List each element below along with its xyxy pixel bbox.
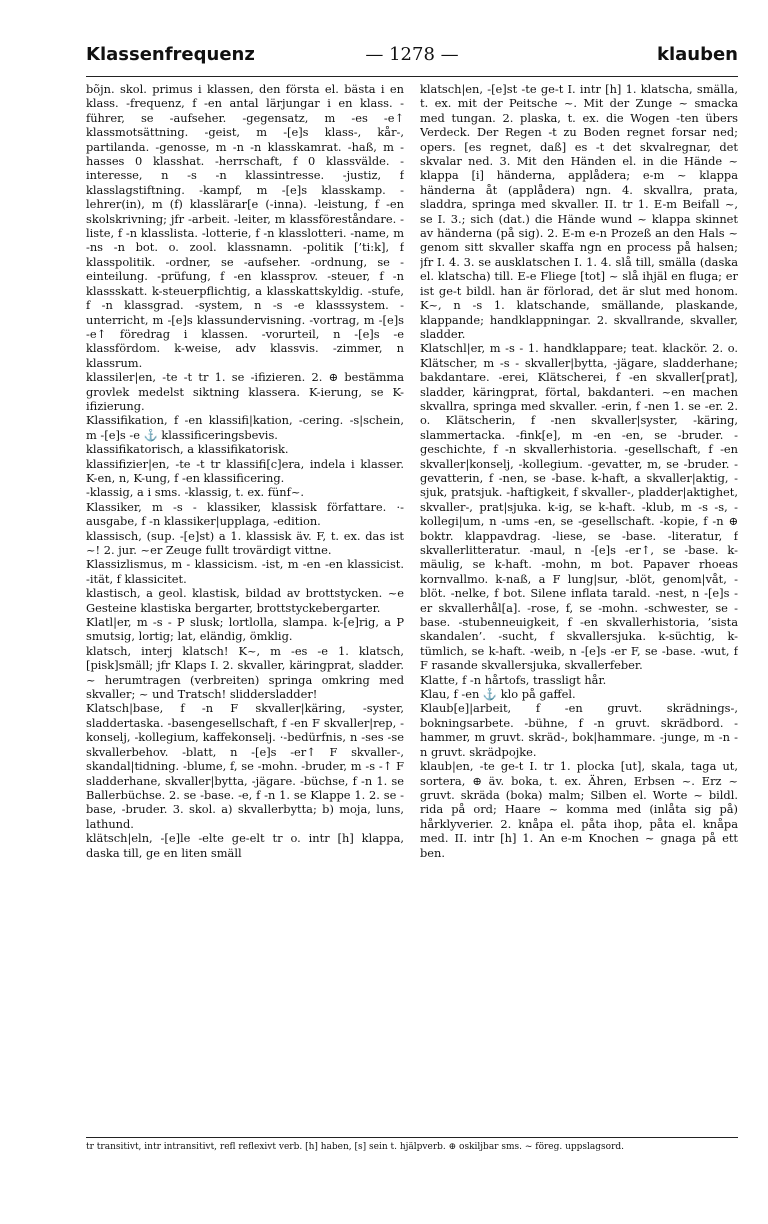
- dictionary-entry: Klau, f -en ⚓ klo på gaffel.: [420, 687, 576, 702]
- footer-divider: [86, 1137, 738, 1138]
- header-last-headword: klauben: [656, 44, 738, 65]
- dictionary-entry: klatsch, interj klatsch! K~, m -es -e 1. klatsch, [pisk]smäll; jfr Klaps I. 2. skvaller, käringprat, sladder. ~ herumtragen (verbreiten) springa omkring med skvaller; ~ und Tratsch! sliddersladder!: [86, 643, 404, 702]
- left-column: [86, 82, 404, 1134]
- dictionary-entry: Klassiker, m -s - klassiker, klassisk författare. ·-ausgabe, f -n klassiker|upplaga, -edition.: [86, 499, 404, 529]
- dictionary-entry: klastisch, a geol. klastisk, bildad av brottstycken. ~e Gesteine klastiska bergarter, brottstyckebergarter.: [86, 586, 404, 615]
- dictionary-entry: klätsch|eln, -[e]le -elte ge-elt tr o. intr [h] klappa, daska till, ge en liten smäll: [86, 831, 404, 860]
- dictionary-entry: klassifizier|en, -te -t tr klassifi[c]era, indela i klasser. K-en, n, K-ung, f -en klassificering.: [86, 456, 404, 485]
- abbreviation-legend: tr transitivt, intr intransitivt, refl reflexivt verb. [h] haben, [s] sein t. hjälpverb. ⊕ oskiljbar sms. ~ föreg. uppslagsord.: [86, 1142, 625, 1152]
- header-divider: [86, 76, 738, 77]
- dictionary-entry: Klaub[e]|arbeit, f -en gruvt. skrädnings-, bokningsarbete. -bühne, f -n gruvt. skrädbord. -hammer, m gruvt. skräd-, bok|hammare. -junge, m -n -n gruvt. skrädpojke.: [420, 701, 738, 759]
- dictionary-entry: bõjn. skol. primus i klassen, den första el. bästa i en klass. -frequenz, f -en antal lärjungar i en klass. -führer, se -aufseher. -gegensatz, m -es -e↑ klassmotsättning. -geist, m -[e]s klass-, kår-, partilanda. -genosse, m -n -n klasskamrat. -haß, m -hasses 0 klasshat. -herrschaft, f 0 klassvälde. -interesse, n -s -n klassintresse. -justiz, f klasslagstiftning. -kampf, m -[e]s klasskamp. -lehrer(in), m (f) klasslärar[e (-inna). -leistung, f -en skolskrivning; jfr -arbeit. -leiter, m klassföreståndare. -liste, f -n klasslista. -lotterie, f -n klasslotteri. -name, m -ns -n bot. o. zool. klassnamn. -politik [’ti:k], f klasspolitik. -ordner, se -aufseher. -ordnung, se -einteilung. -prüfung, f -en klassprov. -steuer, f -n klassskatt. k-steuerpflichtig, a klasskattskyldig. -stufe, f -n klassgrad. -system, n -s -e klasssystem. -unterricht, m -[e]s klassundervisning. -vortrag, m -[e]s -e↑ föredrag i klassen. -vorurteil, n -[e]s -e klassfördom. k-weise, adv klassvis. -zimmer, n klassrum.: [86, 82, 404, 370]
- dictionary-entry: Klatl|er, m -s - P slusk; lortlolla, slampa. k-[e]rig, a P smutsig, lortig; lat, eländig, ömklig.: [86, 615, 404, 644]
- dictionary-entry: Klatsch|base, f -n F skvaller|käring, -syster, sladdertaska. -basengesellschaft, f -en F skvaller|rep, -konselj, -kollegium, kaffekonselj. ·-bedürfnis, n -ses -se skvallerbehov. -blatt, n -[e]s -er↑ F skvaller-, skandal|tidning. -blume, f, se -mohn. -bruder, m -s -↑ F sladderhane, skvaller|bytta, -jägare. -büchse, f -n 1. se Ballerbüchse. 2. se -base. -e, f -n 1. se Klappe 1. 2. se -base, -bruder. 3. skol. a) skvallerbytta; b) moja, luns, lathund.: [86, 701, 404, 831]
- page-header: [86, 44, 738, 74]
- dictionary-entry: Klatschl|er, m -s - 1. handklappare; teat. klackör. 2. o. Klätscher, m -s - skvaller|bytta, -jägare, sladderhane; bakdantare. -erei, Klätscherei, f -en skvaller[prat], sladder, käringprat, förtal, bakdanteri. ~en machen skvallra, springa med skvaller. -erin, f -nen 1. se -er. 2. o. Klätscherin, f -nen skvaller|syster, -käring, slammertacka. -fink[e], m -en -en, se -bruder. -geschichte, f -n skvallerhistoria. -gesellschaft, f -en skvaller|konselj, -kollegium. -gevatter, m, se -bruder. -gevatterin, f -nen, se -base. k-haft, a skvaller|aktig, -sjuk, pratsjuk. -haftigkeit, f skvaller-, pladder|aktighet, skvaller-, prat|sjuka. k-ig, se k-haft. -klub, m -s -s, -kollegi|um, n -ums -en, se -gesellschaft. -kopie, f -n ⊕ boktr. klappavdrag. -liese, se -base. -literatur, f skvallerlitteratur. -maul, n -[e]s -er↑, se -base. k-mäulig, se k-haft. -mohn, m bot. Papaver rhoeas kornvallmo. k-naß, a F lung|sur, -blöt, genom|våt, -blöt. -nelke, f bot. Silene inflata tarald. -nest, n -[e]s -er skvallerhål[a]. -rose, f, se -mohn. -schwester, se -base. -stubenneuigkeit, f -en skvallerhistoria, ’sista skandalen’. -sucht, f skvallersjuka. k-süchtig, k-tümlich, se k-haft. -weib, n -[e]s -er F, se -base. -wut, f F rasande skvallersjuka, skvallerfeber.: [420, 341, 738, 673]
- right-column: [420, 82, 738, 1134]
- dictionary-entry: -klassig, a i sms. -klassig, t. ex. fünf~.: [86, 485, 305, 500]
- dictionary-entry: Klassizlismus, m - klassicism. -ist, m -en -en klassicist. -ität, f klassicitet.: [86, 557, 404, 586]
- dictionary-entry: klassifikatorisch, a klassifikatorisk.: [86, 442, 289, 457]
- dictionary-entry: Klatte, f -n hårtofs, trassligt hår.: [420, 672, 607, 687]
- dictionary-entry: klassisch, (sup. -[e]st) a 1. klassisk äv. F, t. ex. das ist ~! 2. jur. ~er Zeuge fullt trovärdigt vittne.: [86, 528, 404, 557]
- dictionary-entry: Klassifikation, f -en klassifi|kation, -cering. -s|schein, m -[e]s -e ⚓ klassificeringsbevis.: [86, 413, 404, 442]
- page-number: — 1278 —: [365, 44, 459, 65]
- dictionary-entry: klatsch|en, -[e]st -te ge-t I. intr [h] 1. klatscha, smälla, t. ex. mit der Peitsche ~. Mit der Zunge ~ smacka med tungan. 2. plaska, t. ex. die Wogen -ten übers Verdeck. Der Regen -t zu Boden regnet forsar ned; opers. [es regnet, daß] es -t det skvalregnar, det skvalar ned. 3. Mit den Händen el. in die Hände ~ klappa [i] händerna, applådera; e-m ~ klappa händerna åt (applådera) ngn. 4. skvallra, prata, sladdra, springa med skvaller. II. tr 1. E-m Beifall ~, se I. 3.; sich (dat.) die Hände wund ~ klappa skinnet av händerna (på sig). 2. E-m e-n Prozeß an den Hals ~ genom sitt skvaller skaffa ngn en process på halsen; jfr I. 4. 3. se ausklatschen I. 1. 4. slå till, smälla (daska el. klatscha) till. E-e Fliege [tot] ~ slå ihjäl en fluga; er ist ge-t bildl. han är förlorad, det är slut med honom. K~, n -s 1. klatschande, smällande, plaskande, klappande; handklappningar. 2. skvallrande, skvaller, sladder.: [420, 82, 738, 341]
- dictionary-entry: klassiler|en, -te -t tr 1. se -ifizieren. 2. ⊕ bestämma grovlek medelst siktning klassera. K-ierung, se K-ifizierung.: [86, 370, 404, 413]
- dictionary-entry: klaub|en, -te ge-t I. tr 1. plocka [ut], skala, taga ut, sortera, ⊕ äv. boka, t. ex. Ähren, Erbsen ~. Erz ~ gruvt. skräda (boka) malm; Silben el. Worte ~ bildl. rida på ord; Haare ~ komma med (inlåta sig på) hårklyverier. 2. knåpa el. påta ihop, påta el. knåpa med. II. intr [h] 1. An e-m Knochen ~ gnaga på ett ben.: [420, 759, 738, 860]
- header-first-headword: Klassenfrequenz: [86, 44, 255, 65]
